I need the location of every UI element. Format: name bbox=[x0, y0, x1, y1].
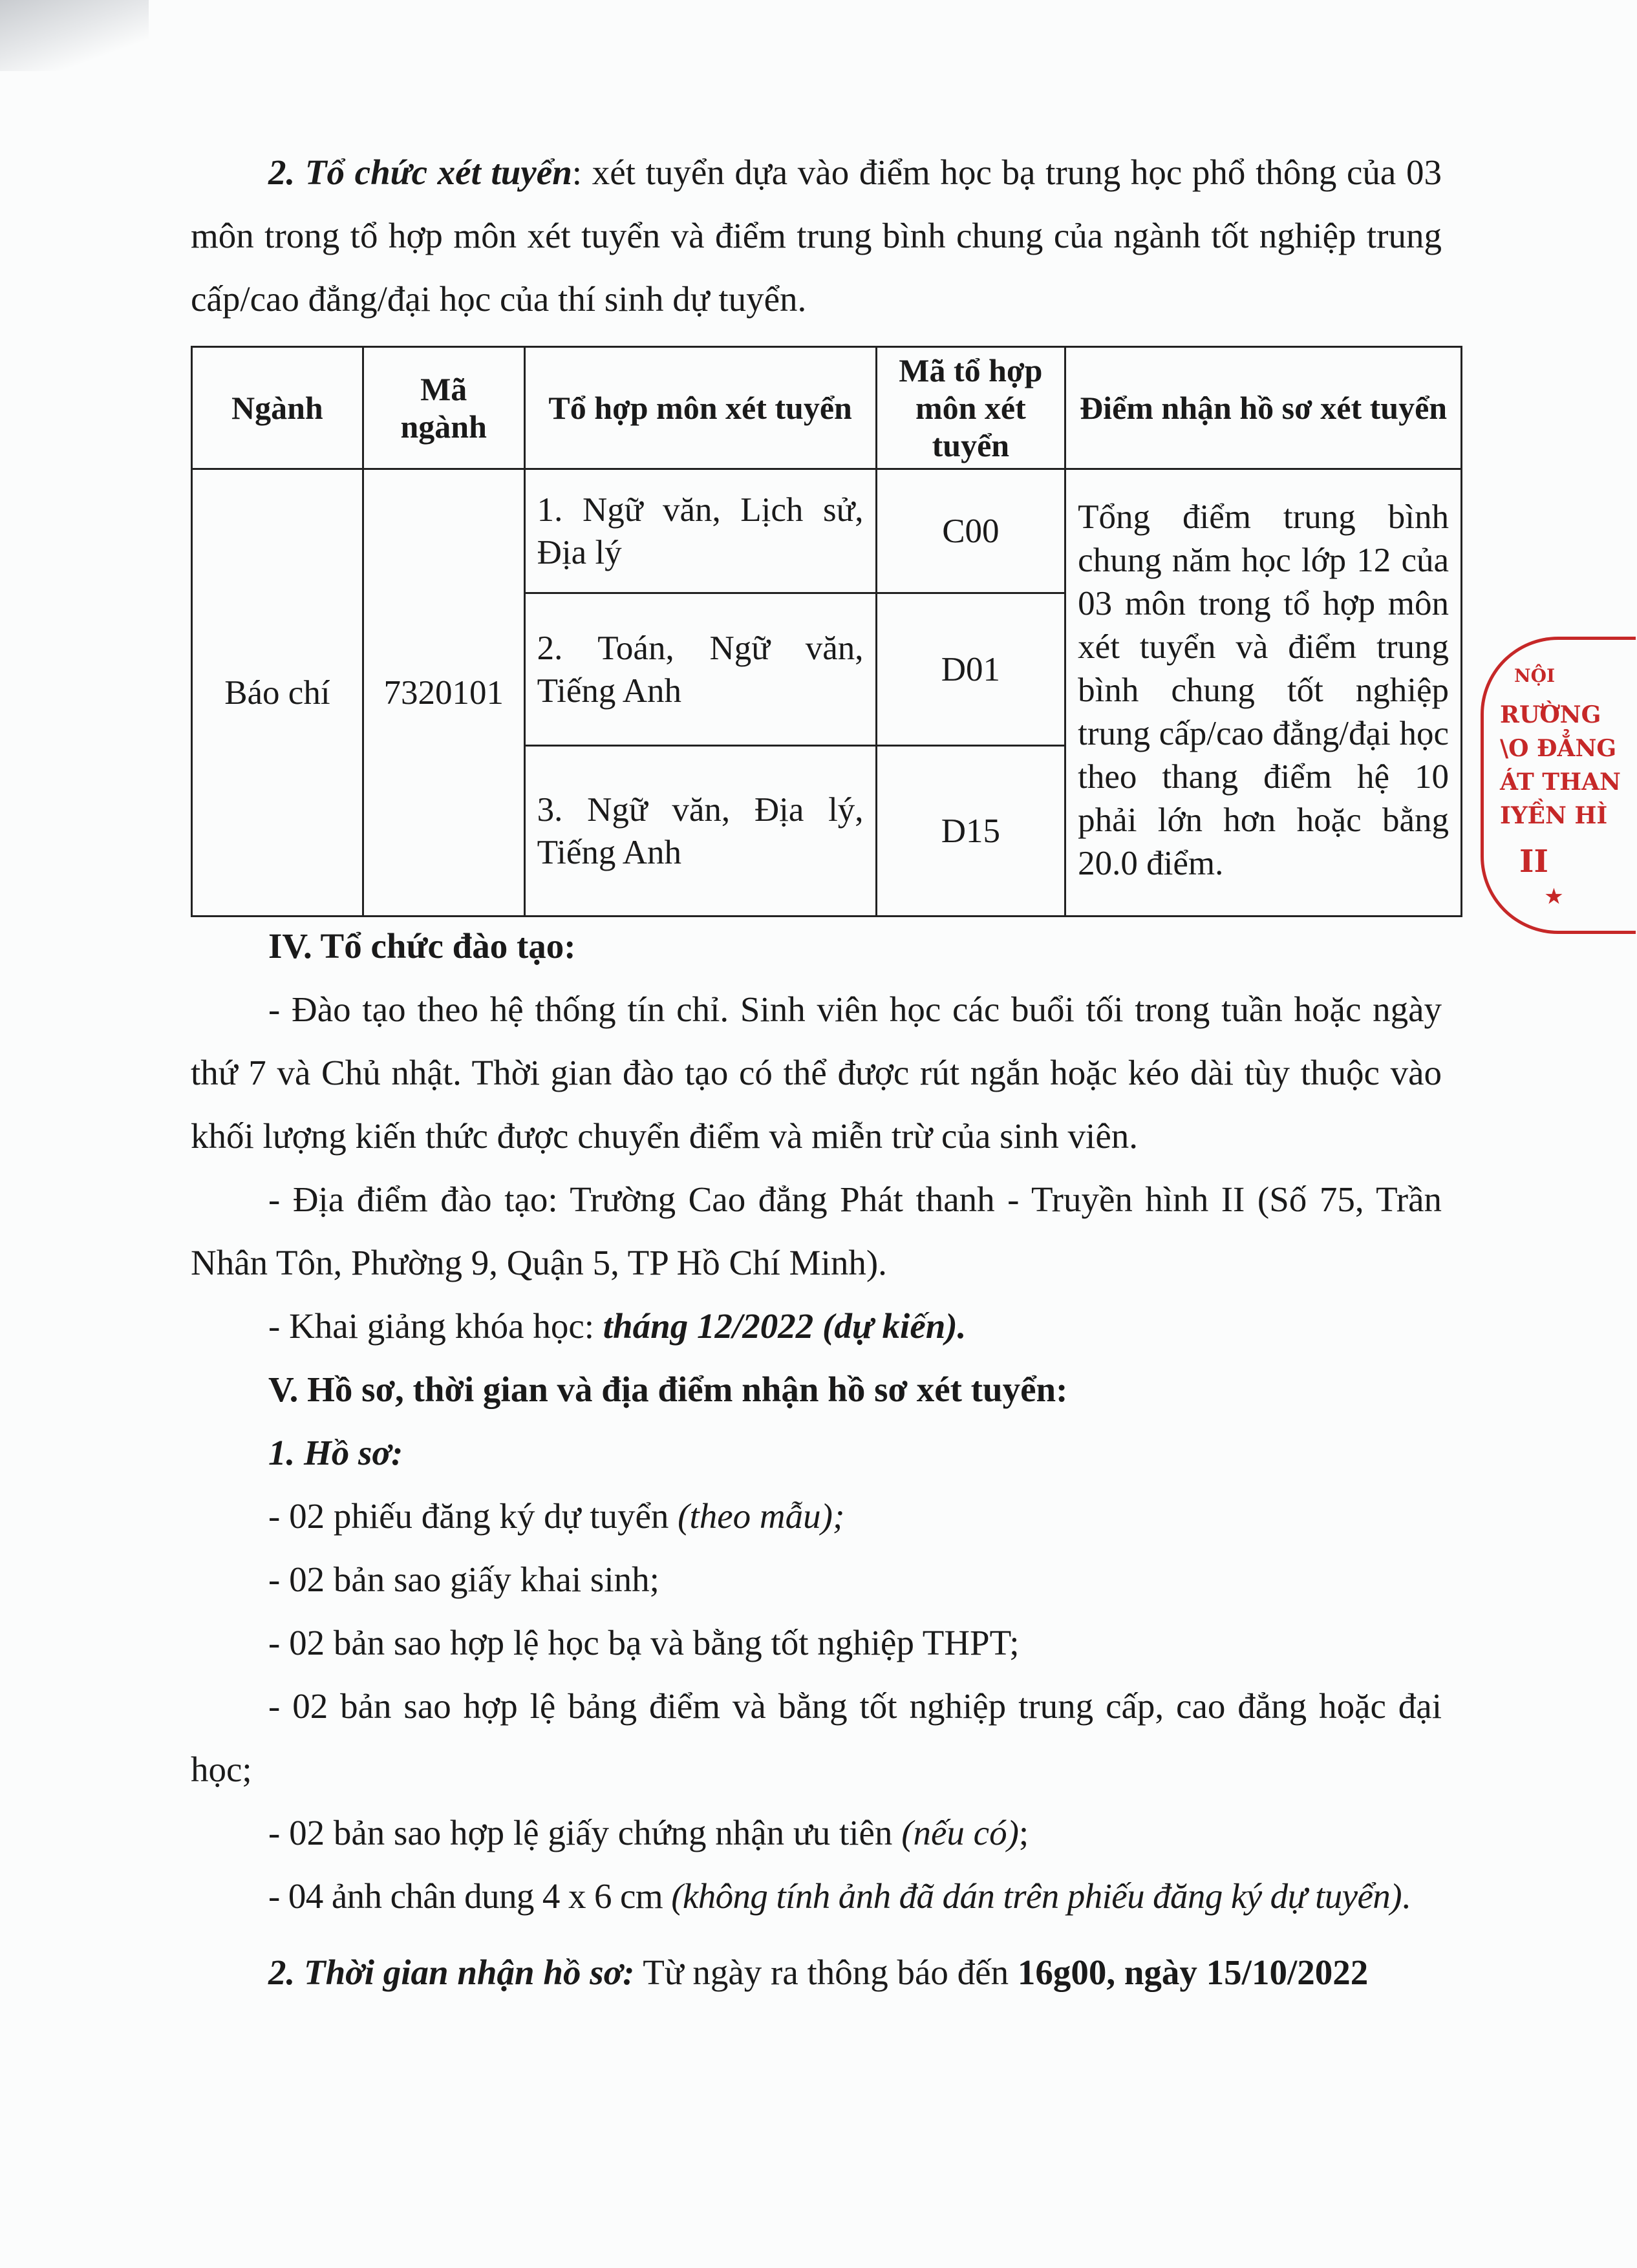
seal-numeral: II bbox=[1519, 843, 1548, 880]
list-item bbox=[191, 1485, 1442, 1548]
table-header-row bbox=[192, 347, 1462, 469]
major-cell: Báo chí bbox=[192, 469, 363, 917]
sub-2-deadline: 16g00, ngày 15/10/2022 bbox=[1017, 1953, 1369, 1992]
list-item: - 02 bản sao hợp lệ học bạ và bằng tốt nghiệp THPT; bbox=[268, 1623, 1020, 1662]
section-4-paragraph-3 bbox=[191, 1295, 1442, 1358]
seal-text: IYỀN HÌ bbox=[1500, 802, 1608, 829]
opening-date: tháng 12/2022 (dự kiến). bbox=[603, 1306, 967, 1346]
list-item: - 02 bản sao giấy khai sinh; bbox=[268, 1560, 659, 1599]
major-code-cell: 7320101 bbox=[363, 469, 524, 917]
sub-2-text: Từ ngày ra thông báo đến bbox=[634, 1953, 1018, 1992]
header-combo-code: Mã tổ hợp môn xét tuyển bbox=[876, 347, 1065, 469]
criteria-cell: Tổng điểm trung bình chung năm học lớp 12 của 03 môn trong tổ hợp môn xét tuyển và điểm trung bình chung tốt nghiệp trung cấp/cao đẳng/đại học theo thang điểm hệ 10 phải lớn hơn hoặc bằng 20.0 điểm. bbox=[1065, 469, 1462, 917]
section-5-sub-2 bbox=[191, 1941, 1442, 2004]
combo-cell: 1. Ngữ văn, Lịch sử, Địa lý bbox=[524, 469, 876, 593]
list-item-note: (theo mẫu); bbox=[678, 1496, 845, 1536]
header-major-code: Mã ngành bbox=[363, 347, 524, 469]
header-combo: Tổ hợp môn xét tuyển bbox=[524, 347, 876, 469]
admission-table bbox=[191, 346, 1462, 917]
section-2-heading: 2. Tổ chức xét tuyển bbox=[268, 153, 572, 192]
list-item bbox=[191, 1801, 1442, 1865]
combo-code-cell: C00 bbox=[876, 469, 1065, 593]
seal-text: RƯỜNG bbox=[1500, 701, 1601, 728]
list-item-text: - 04 ảnh chân dung 4 x 6 cm bbox=[268, 1876, 672, 1916]
list-item-note: (không tính ảnh đã dán trên phiếu đăng ký dự tuyển) bbox=[671, 1876, 1402, 1916]
scan-shadow bbox=[0, 0, 149, 71]
section-4-paragraph-1: - Đào tạo theo hệ thống tín chỉ. Sinh viên học các buổi tối trong tuần hoặc ngày thứ 7 và Chủ nhật. Thời gian đào tạo có thể được rút ngắn hoặc kéo dài tùy thuộc vào khối lượng kiến thức được chuyển điểm và miễn trừ của sinh viên. bbox=[191, 990, 1442, 1156]
header-criteria: Điểm nhận hồ sơ xét tuyển bbox=[1065, 347, 1462, 469]
combo-cell: 3. Ngữ văn, Địa lý, Tiếng Anh bbox=[524, 746, 876, 917]
list-item-tail: . bbox=[1401, 1876, 1411, 1916]
list-item-tail: ; bbox=[1018, 1813, 1029, 1852]
section-2-paragraph bbox=[191, 141, 1442, 331]
list-item-text: - 02 bản sao hợp lệ giấy chứng nhận ưu tiên bbox=[268, 1813, 902, 1852]
seal-text: NỘI bbox=[1514, 665, 1556, 686]
opening-label: - Khai giảng khóa học: bbox=[268, 1306, 603, 1346]
list-item: - 02 bản sao hợp lệ bảng điểm và bằng tốt nghiệp trung cấp, cao đẳng hoặc đại học; bbox=[191, 1686, 1442, 1789]
section-5-heading: V. Hồ sơ, thời gian và địa điểm nhận hồ sơ xét tuyển: bbox=[268, 1370, 1068, 1409]
list-item bbox=[191, 1865, 1442, 1928]
red-seal-stamp bbox=[1481, 637, 1621, 934]
section-5-sub-1: 1. Hồ sơ: bbox=[268, 1433, 403, 1472]
header-major: Ngành bbox=[192, 347, 363, 469]
combo-code-cell: D15 bbox=[876, 746, 1065, 917]
seal-text: \O ĐẲNG bbox=[1500, 735, 1617, 762]
star-icon: ★ bbox=[1545, 885, 1563, 908]
seal-text: ÁT THAN bbox=[1500, 768, 1621, 796]
section-4-heading: IV. Tổ chức đào tạo: bbox=[268, 926, 576, 966]
combo-code-cell: D01 bbox=[876, 593, 1065, 746]
sub-2-heading: 2. Thời gian nhận hồ sơ: bbox=[268, 1953, 635, 1992]
section-4-paragraph-2: - Địa điểm đào tạo: Trường Cao đẳng Phát thanh - Truyền hình II (Số 75, Trần Nhân Tôn, Phường 9, Quận 5, TP Hồ Chí Minh). bbox=[191, 1180, 1442, 1282]
list-item-note: (nếu có) bbox=[901, 1813, 1019, 1852]
list-item-text: - 02 phiếu đăng ký dự tuyển bbox=[268, 1496, 678, 1536]
section-2-text: : xét tuyển dựa vào điểm học bạ trung học phổ thông của 03 môn trong tổ hợp môn xét tuyển và điểm trung bình chung của ngành tốt nghiệp trung cấp/cao đẳng/đại học của thí sinh dự tuyển. bbox=[191, 153, 1442, 319]
table-row bbox=[192, 469, 1462, 593]
combo-cell: 2. Toán, Ngữ văn, Tiếng Anh bbox=[524, 593, 876, 746]
